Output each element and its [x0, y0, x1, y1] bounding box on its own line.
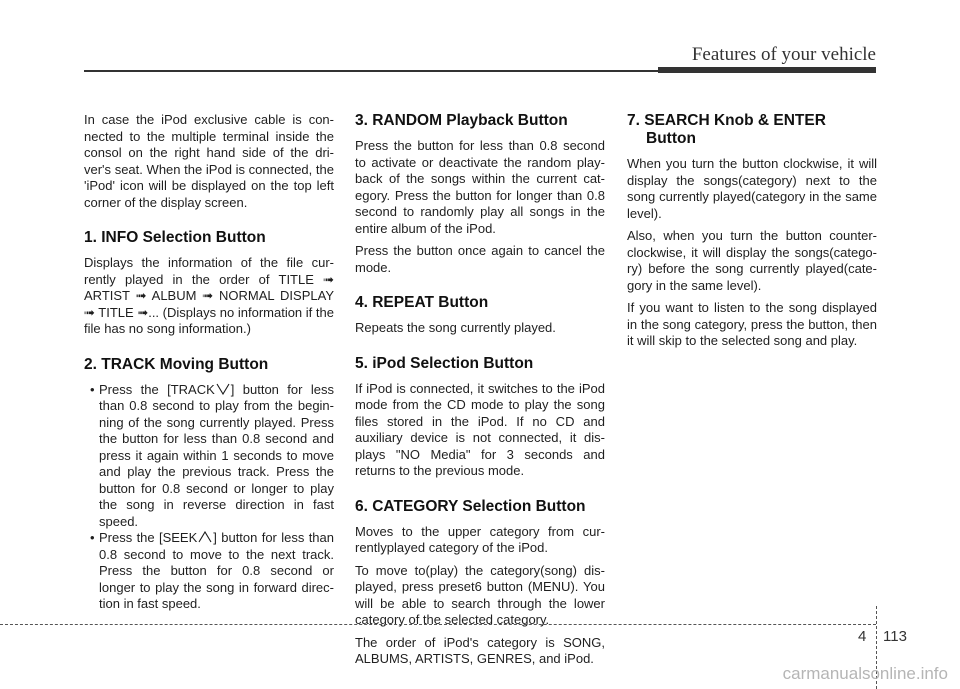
ipod-paragraph: If iPod is connected, it switches to the iPod mode from the CD mode to play the song files stored in the iPod. If no CD and auxiliary device is not connected, it dis-plays "NO Media" for 3 seconds and returns to the previous mode.	[355, 380, 605, 478]
bullet-2-rest: ] button for less than 0.8 second to move to the next track. Press the button for 0.8 second or longer to play the song in forward direc-tion in fast speed.	[99, 530, 334, 611]
page-number: 113	[883, 628, 907, 645]
category-paragraph-2: To move to(play) the category(song) dis-played, press preset6 button (MENU). You will be able to search through the lower category of the selected category.	[355, 562, 605, 627]
list-item	[84, 382, 334, 531]
track-bullet-list	[84, 382, 334, 613]
column-2	[355, 112, 605, 674]
section-heading-info: 1. INFO Selection Button	[84, 229, 266, 246]
search-paragraph-2: Also, when you turn the button counter-clockwise, it will display the songs(catego-ry) before the song currently played(cate-gory in the same level).	[627, 228, 877, 293]
section-heading-random: 3. RANDOM Playback Button	[355, 112, 568, 129]
section-heading-search: 7. SEARCH Knob & ENTER Button	[627, 112, 826, 147]
bullet-2-lead: Press the [SEEK	[99, 530, 198, 545]
search-paragraph-3: If you want to listen to the song displayed in the song category, press the button, then it will skip to the selected song and play.	[627, 300, 877, 348]
bullet-1-rest: ] button for less than 0.8 second to play from the begin-ning of the song currently played. Press the button for less than 0.8 second and press it again within 1 seconds to move and play the previous track. Press the button for 0.8 second or longer to play the song in reverse direction in fast speed.	[99, 381, 334, 529]
footer-rule	[0, 624, 876, 625]
seek-up-icon	[198, 531, 212, 543]
bullet-glyph: •	[90, 530, 95, 545]
section-heading-category: 6. CATEGORY Selection Button	[355, 497, 586, 515]
section-heading-ipod: 5. iPod Selection Button	[355, 354, 534, 372]
section-heading-repeat: 4. REPEAT Button	[355, 294, 489, 311]
watermark: carmanualsonline.info	[782, 664, 948, 683]
track-down-icon	[216, 383, 230, 395]
column-1	[84, 112, 334, 613]
info-body: Displays the information of the file cur-rently played in the order of TITLE ➟ ARTIST ➟ ALBUM ➟ NORMAL DISPLAY ➟ TITLE ➟... (Displays no information if the file has no song information.)	[84, 255, 334, 336]
bullet-glyph: •	[90, 381, 95, 397]
random-paragraph-2: Press the button once again to cancel the mode.	[355, 243, 605, 275]
column-3	[627, 112, 877, 356]
section-heading-track: 2. TRACK Moving Button	[84, 355, 269, 373]
category-paragraph-3: The order of iPod's category is SONG, ALBUMS, ARTISTS, GENRES, and iPod.	[355, 634, 605, 666]
header-title: Features of your vehicle	[691, 44, 876, 65]
search-paragraph-1: When you turn the button clockwise, it will display the songs(category) next to the song currently played(category in the same level).	[627, 156, 877, 221]
list-item	[84, 530, 334, 613]
chapter-number: 4	[858, 628, 867, 645]
category-paragraph-1: Moves to the upper category from cur-rentlyplayed category of the iPod.	[355, 523, 605, 555]
intro-paragraph: In case the iPod exclusive cable is con-nected to the multiple terminal inside the consol on the right hand side of the dri-ver's seat. When the iPod is connected, the 'iPod' icon will be displayed on the top left corner of the display screen.	[84, 112, 334, 210]
bullet-1-lead: Press the [TRACK	[99, 381, 215, 397]
header-rule	[84, 70, 876, 72]
random-paragraph-1: Press the button for less than 0.8 second to activate or deactivate the random play-back of the songs within the current cat-egory. Press the button for longer than 0.8 second to randomly play all songs in the entire album of the iPod.	[355, 138, 605, 236]
repeat-paragraph: Repeats the song currently played.	[355, 320, 556, 335]
